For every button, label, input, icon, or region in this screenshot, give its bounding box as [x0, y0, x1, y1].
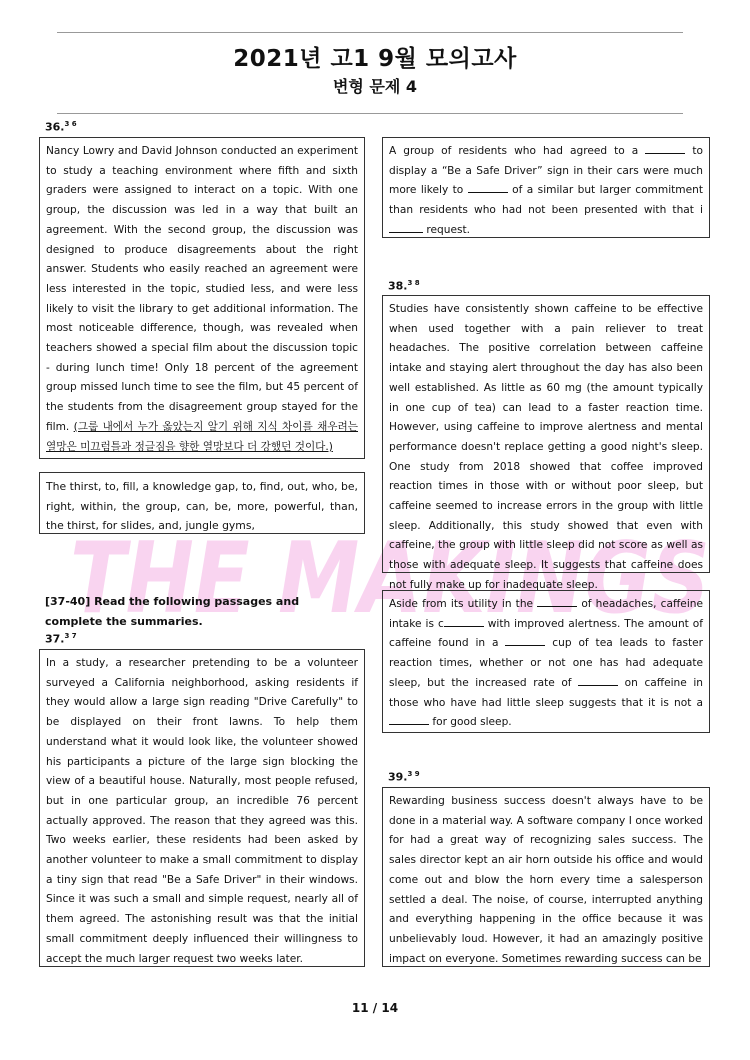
q37-summary-box	[382, 137, 710, 238]
q36-word-bank: The thirst, to, fill, a knowledge gap, to, find, out, who, be, right, within, the group, can, be, more, powerful, than, the thirst, for slides, and, jungle gyms,	[39, 472, 365, 534]
header-rule	[57, 113, 683, 114]
blank-2[interactable]	[444, 615, 484, 627]
q37-passage: In a study, a researcher pretending to be a volunteer surveyed a California neighborhood, asking residents if they would allow a large sign reading "Drive Carefully" to be displayed on their front lawns. To help them understand what it would look like, the volunteer showed his participants a picture of the large sign blocking the view of a beautiful house. Naturally, most people refused, but in one particular group, an incredible 76 percent actually approved. The reason that they agreed was this. Two weeks earlier, these residents had been asked by another volunteer to make a small commitment to display a tiny sign that read "Be a Safe Driver" in their windows. Since it was such a small and simple request, nearly all of them agreed. The astonishing result was that the initial small commitment deeply influenced their willingness to accept the much larger request two weeks later.	[46, 657, 358, 965]
q36-label: 36.$^{3 6}$	[45, 120, 77, 134]
q37-label: 37.$^{3 7}$	[45, 632, 77, 646]
blank-5[interactable]	[389, 713, 429, 725]
watermark-text: THE MAKINGS	[70, 522, 710, 636]
q37-passage-box	[39, 649, 365, 967]
page-number: 11 / 14	[351, 1001, 399, 1015]
top-rule	[57, 32, 683, 33]
blank-3[interactable]	[505, 634, 545, 646]
blank-1[interactable]	[645, 142, 685, 154]
blank-2[interactable]	[468, 181, 508, 193]
q38-label: 38.$^{3 8}$	[388, 279, 420, 293]
q39-passage-box	[382, 787, 710, 967]
q36-underlined-korean: (그룹 내에서 누가 옳았는지 알기 위해 지식 차이를 채우려는 열망은 미끄럼틀과 정글짐을 향한 열망보다 더 강했던 것이다.)	[46, 420, 358, 453]
q38-passage: Studies have consistently shown caffeine to be effective when used together with a pain reliever to treat headaches. The positive correlation between caffeine intake and staying alert throughout the day has also been well established. As little as 60 mg (the amount typically in one cup of tea) can lead to a faster reaction time. However, using caffeine to improve alertness and mental performance doesn't replace getting a good night's sleep. One study from 2018 showed that coffee improved reaction times in those with or without poor sleep, but caffeine seemed to increase errors in the group with little sleep. Additionally, this study showed that even with caffeine, the group with little sleep did not score as well as those with adequate sleep. It suggests that caffeine does not fully make up for inadequate sleep.	[389, 303, 703, 591]
blank-4[interactable]	[578, 674, 618, 686]
q38-summary-box	[382, 590, 710, 733]
q39-label: 39.$^{3 9}$	[388, 770, 420, 784]
q38-summary: Aside from its utility in the of headaches, caffeine intake is c with improved alertness. The amount of caffeine found in a cup of tea leads to faster reaction times, whether or not one has had adequate sleep, but the increased rate of on caffeine in those who have had little sleep suggests that it is not a for good sleep.	[389, 595, 703, 733]
q38-passage-box	[382, 295, 710, 591]
page-title: 2021년 고1 9월 모의고사	[233, 46, 517, 72]
q39-passage: Rewarding business success doesn't always have to be done in a material way. A software company I once worked for had a great way of recognizing sales success. The sales director kept an air horn outside his office and would come out and blow the horn every time a salesperson settled a deal. The noise, of course, interrupted anything and everything happening in the office because it was unbelievably loud. However, it had an amazingly positive impact on everyone. Sometimes rewarding success can be	[389, 795, 703, 965]
q37-summary: A group of residents who had agreed to a to display a “Be a Safe Driver” sign in their cars were much more likely to of a similar but larger commitment than residents who had not been presented with that i request.	[389, 142, 703, 241]
page-subtitle: 변형 문제 4	[332, 77, 418, 96]
q36-passage: Nancy Lowry and David Johnson conducted an experiment to study a teaching environment where fifth and sixth graders were assigned to interact on a topic. With one group, the discussion was led in a way that built an agreement. With the second group, the discussion was designed to produce disagreements about the right answer. Students who easily reached an agreement were less interested in the topic, studied less, and were less likely to visit the library to get additional information. The most noticeable difference, though, was revealed when teachers showed a special film about the discussion topic - during lunch time! Only 18 percent of the agreement group missed lunch time to see the film, but 45 percent of the students from the disagreement group stayed for the film. (그룹 내에서 누가 옳았는지 알기 위해 지식 차이를 채우려는 열망은 미끄럼틀과 정글짐을 향한 열망보다 더 강했던 것이다.)	[46, 145, 358, 453]
instructions-37-40: [37-40] Read the following passages and complete the summaries.	[45, 595, 300, 628]
q36-passage-box	[39, 137, 365, 459]
blank-1[interactable]	[537, 595, 577, 607]
blank-3[interactable]	[389, 221, 423, 233]
